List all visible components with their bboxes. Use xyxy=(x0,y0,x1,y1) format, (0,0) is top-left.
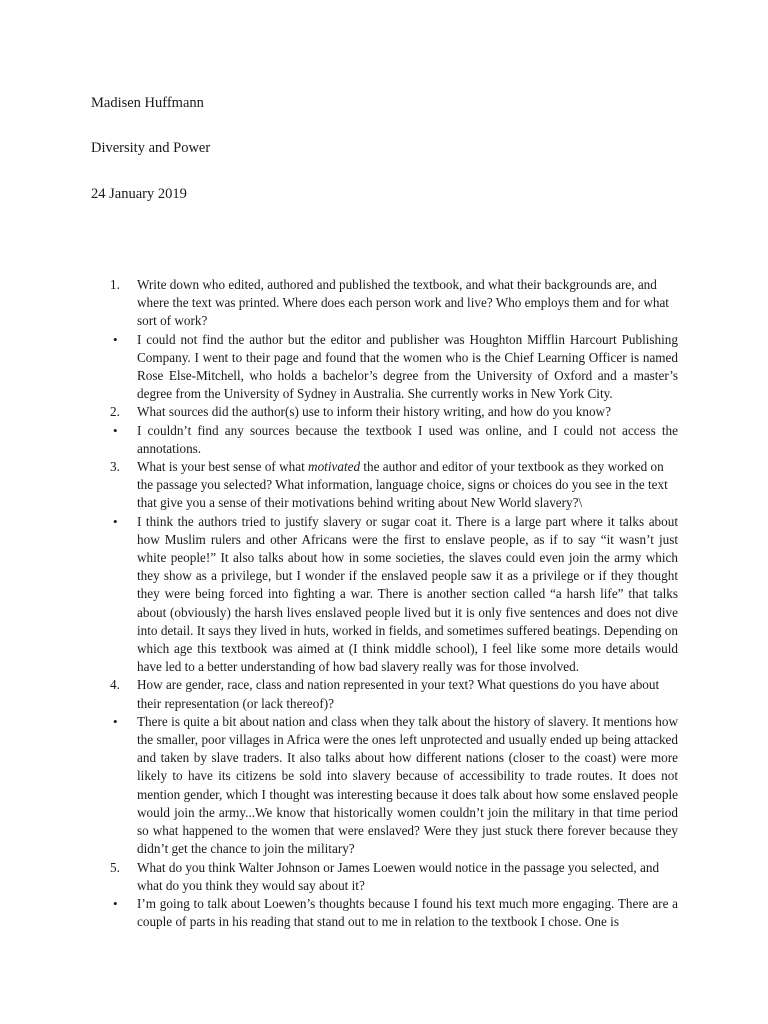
list-number: 4. xyxy=(110,677,120,693)
question-5 xyxy=(110,859,678,895)
answer-text: I couldn’t find any sources because the textbook I used was online, and I could not access the annotations. xyxy=(137,422,678,456)
question-2 xyxy=(110,403,678,421)
bullet-icon: • xyxy=(113,895,118,911)
answer-text: I think the authors tried to justify slavery or sugar coat it. There is a large part where it talks about how Muslim rulers and other Africans were the first to enslave people, as if to say “it wasn’t just white people!” It also talks about how in some societies, the slaves could even join the army which they show as a privilege, but I wonder if the enslaved people saw it as a privilege or if they thought they were being forced into fighting a war. There is another section called “a harsh life” that talks about (obviously) the harsh lives enslaved people lived but it is only five sentences and does not dive into detail. It says they lived in huts, worked in fields, and sometimes suffered beatings. Depending on which age this textbook was aimed at (I think middle school), I feel like some more details would have led to a better understanding of how bad slavery really was for those involved. xyxy=(137,513,678,675)
question-list xyxy=(0,276,768,931)
question-1 xyxy=(110,276,678,331)
bullet-icon: • xyxy=(113,422,118,438)
author-name: Madisen Huffmann xyxy=(91,95,204,111)
answer-3 xyxy=(113,513,678,677)
question-text: What sources did the author(s) use to inform their history writing, and how do you know? xyxy=(137,404,611,420)
list-number: 3. xyxy=(110,459,120,475)
question-text: Write down who edited, authored and published the textbook, and what their backgrounds are, and where the text was printed. Where does each person work and live? Who employs them and for what sort of work? xyxy=(137,277,669,329)
answer-text: I’m going to talk about Loewen’s thoughts because I found his text much more engaging. There are a couple of parts in his reading that stand out to me in relation to the textbook I chose. One is xyxy=(137,895,678,930)
list-number: 5. xyxy=(110,859,120,875)
question-text: What do you think Walter Johnson or James Loewen would notice in the passage you selected, and what do you think they would say about it? xyxy=(137,859,660,893)
answer-1 xyxy=(113,331,678,404)
course-title: Diversity and Power xyxy=(91,140,211,156)
question-4 xyxy=(110,676,678,712)
answer-4 xyxy=(113,713,678,859)
question-3 xyxy=(110,458,678,513)
document-date: 24 January 2019 xyxy=(91,186,187,202)
answer-text: There is quite a bit about nation and class when they talk about the history of slavery. It mentions how the smaller, poor villages in Africa were the ones left unprotected and usually ended up being attacked and taken by slave traders. It also talks about how different nations (closer to the coast) were more likely to have its citizens be sold into slavery because of accessibility to trade routes. It does not mention gender, which I thought was interesting because it does talk about how some enslaved people would join the army...We know that historically women couldn’t join the military in that time period so what happened to the women that were enslaved? Were they just stuck there forever because they didn’t get the chance to join the military? xyxy=(137,713,678,857)
question-text-part: the author and editor of your textbook as they worked on the passage you selected? What information, language choice, signs or choices do you see in the text that give you a sense of their motivations behind writing about New World slavery?\ xyxy=(137,459,668,511)
emphasized-word: motivated xyxy=(308,459,361,475)
list-number: 1. xyxy=(110,277,120,292)
answer-5 xyxy=(113,895,678,931)
list-number: 2. xyxy=(110,404,120,420)
answer-2 xyxy=(113,422,678,458)
answer-text: I could not find the author but the editor and publisher was Houghton Mifflin Harcourt Publishing Company. I went to their page and found that the women who is the Chief Learning Officer is named Rose Else-Mitchell, who holds a bachelor’s degree from the University of Oxford and a master’s degree from the University of Sydney in Australia. She currently works in New York City. xyxy=(137,331,678,402)
question-text xyxy=(137,458,678,513)
bullet-icon: • xyxy=(113,513,118,529)
bullet-icon: • xyxy=(113,331,118,347)
question-text: How are gender, race, class and nation represented in your text? What questions do you have about their representation (or lack thereof)? xyxy=(137,677,660,711)
question-text-part: What is your best sense of what xyxy=(137,459,309,475)
bullet-icon: • xyxy=(113,713,118,729)
